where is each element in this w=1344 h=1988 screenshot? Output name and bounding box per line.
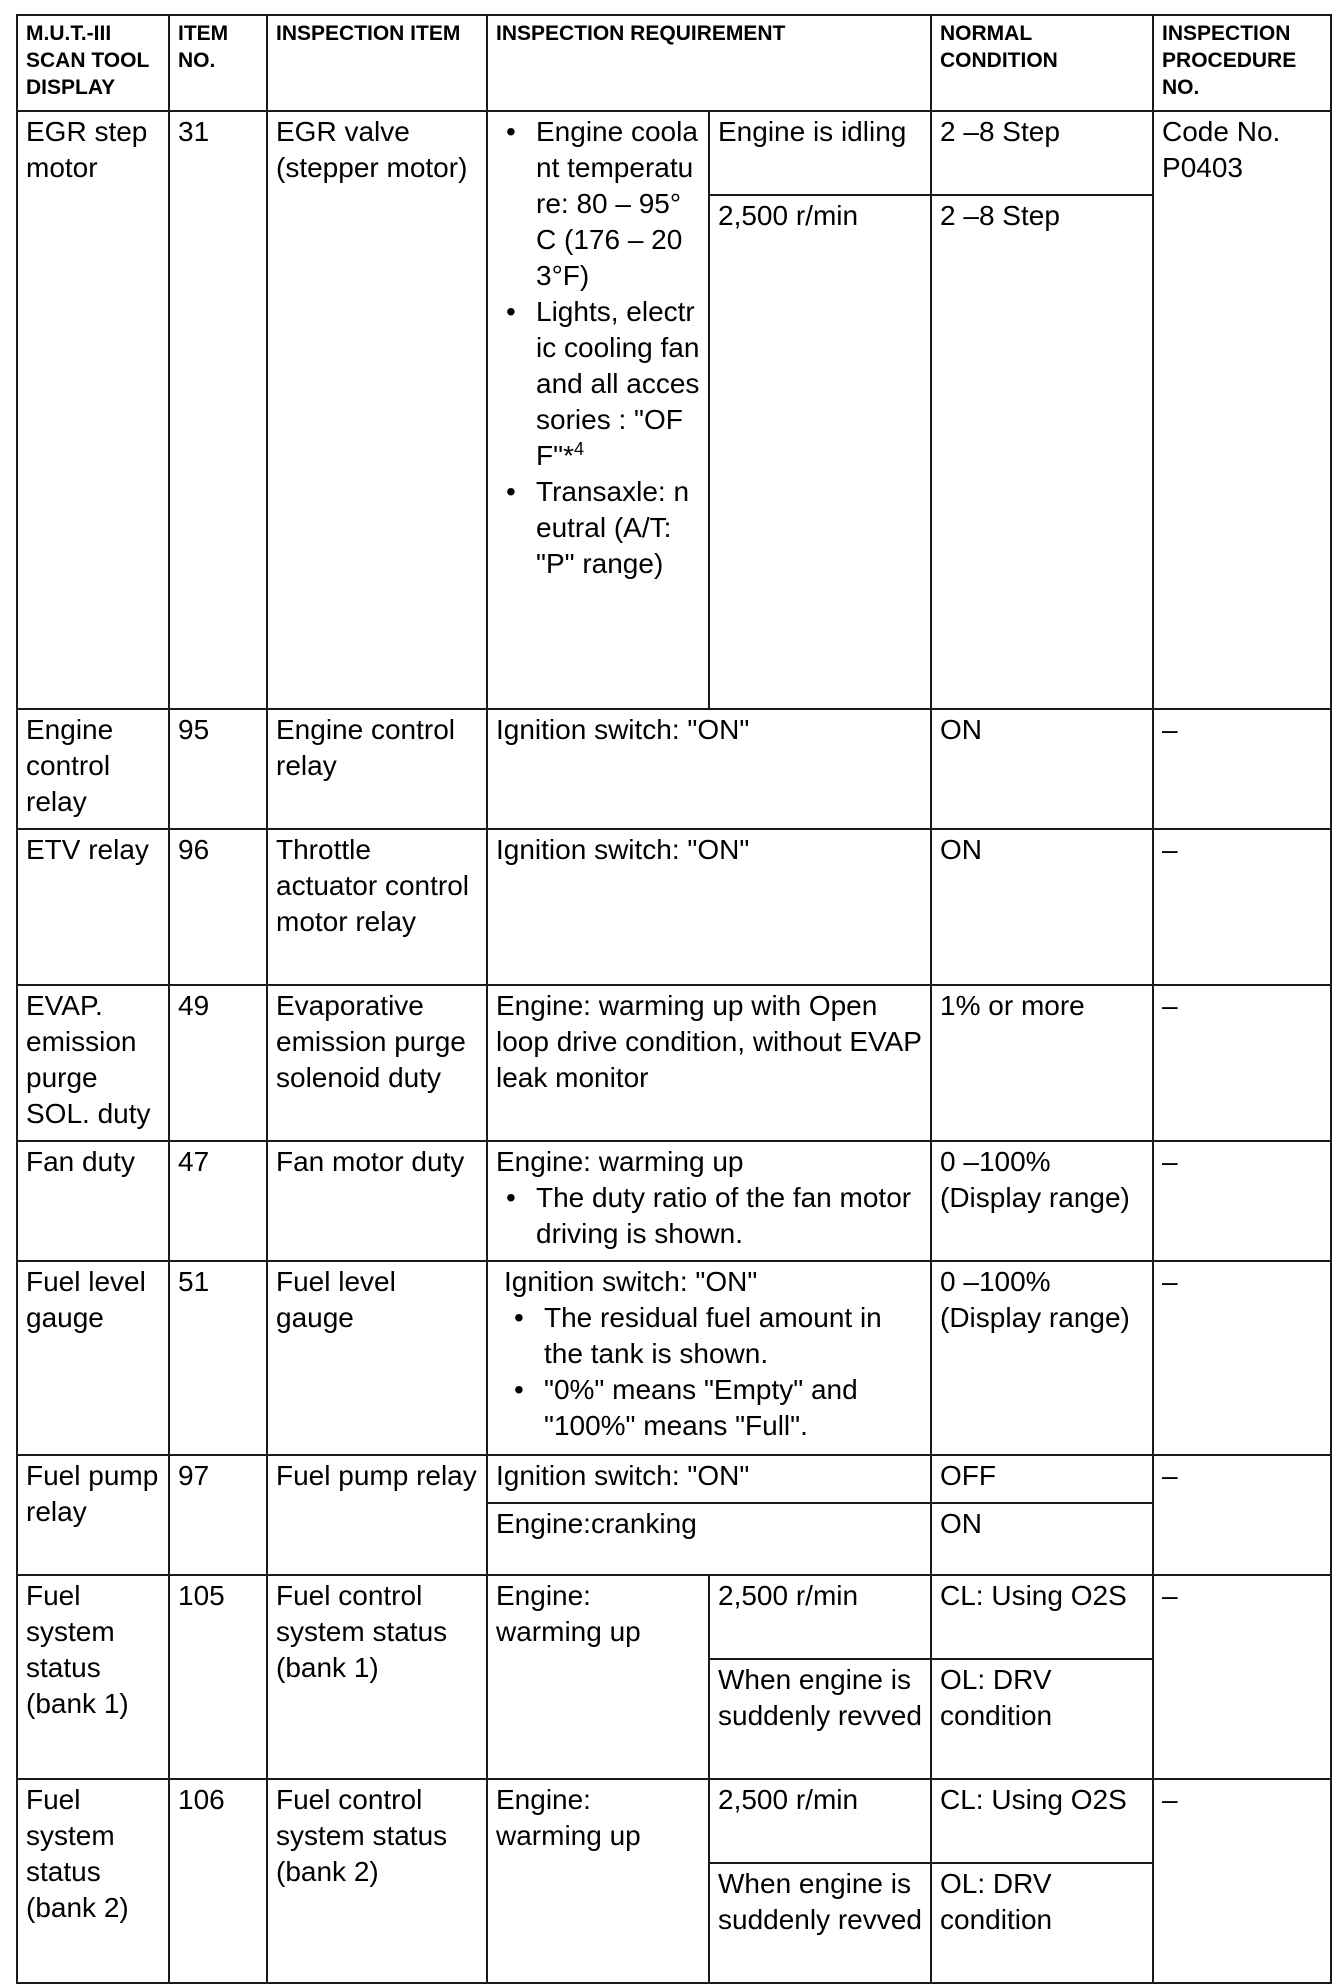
header-inspection-item: INSPECTION ITEM [267,15,487,111]
cell-normal-condition: 0 –100% (Display range) [931,1261,1153,1455]
cell-display: Fuel system status (bank 2) [17,1779,169,1983]
cell-requirement: Engine: warming up with Open loop drive condition, without EVAP leak monitor [487,985,931,1141]
cell-inspection-item: Fuel pump relay [267,1455,487,1575]
cell-item-no: 51 [169,1261,267,1455]
cell-procedure-no: – [1153,1575,1331,1779]
cell-procedure-no: Code No. P0403 [1153,111,1331,709]
table-row-etv-relay [17,829,1331,985]
cell-item-no: 31 [169,111,267,709]
header-row [17,15,1331,111]
cell-normal-condition: ON [931,709,1153,829]
cell-requirement: Ignition switch: "ON" [487,709,931,829]
header-item-no: ITEM NO. [169,15,267,111]
cell-display: EGR step motor [17,111,169,709]
cell-normal-condition: OFF [931,1455,1153,1503]
cell-item-no: 47 [169,1141,267,1261]
requirement-text: Engine: warming up [496,1146,744,1177]
cell-inspection-item: Fuel control system status (bank 2) [267,1779,487,1983]
cell-normal-condition: CL: Using O2S [931,1575,1153,1659]
cell-display: Fuel system status (bank 1) [17,1575,169,1779]
cell-normal-condition: OL: DRV condition [931,1863,1153,1983]
cell-normal-condition: 0 –100% (Display range) [931,1141,1153,1261]
cell-procedure-no: – [1153,1455,1331,1575]
cell-display: Engine control relay [17,709,169,829]
cell-procedure-no: – [1153,829,1331,985]
cell-inspection-item: Throttle actuator control motor relay [267,829,487,985]
cell-requirement: Engine: warming up [487,1575,709,1779]
table-row-fuel-system-status-bank1 [17,1575,1331,1659]
inspection-spec-sheet [16,14,1332,1984]
cell-item-no: 49 [169,985,267,1141]
cell-item-no: 105 [169,1575,267,1779]
cell-item-no: 95 [169,709,267,829]
cell-display: ETV relay [17,829,169,985]
cell-normal-condition: CL: Using O2S [931,1779,1153,1863]
cell-item-no: 96 [169,829,267,985]
cell-condition: 2,500 r/min [709,195,931,709]
list-item-text: Lights, electric cooling fan and all accessories : "OFF"* [536,296,700,471]
cell-condition: Engine is idling [709,111,931,195]
footnote-mark: 4 [573,439,584,459]
cell-normal-condition: ON [931,829,1153,985]
cell-inspection-item: Fan motor duty [267,1141,487,1261]
cell-inspection-item: Engine control relay [267,709,487,829]
cell-inspection-item: Fuel level gauge [267,1261,487,1455]
table-row-fan-duty [17,1141,1331,1261]
cell-normal-condition: 2 –8 Step [931,195,1153,709]
requirement-list [504,1300,922,1444]
cell-display: Fan duty [17,1141,169,1261]
cell-requirement [487,1141,931,1261]
cell-procedure-no: – [1153,1141,1331,1261]
list-item: • The duty ratio of the fan motor driving is shown. [536,1180,922,1252]
cell-display: Fuel level gauge [17,1261,169,1455]
cell-condition: When engine is suddenly revved [709,1659,931,1779]
cell-procedure-no: – [1153,985,1331,1141]
cell-inspection-item: EGR valve (stepper motor) [267,111,487,709]
list-item: • Transaxle: neutral (A/T: "P" range) [536,474,700,582]
table-row-engine-control-relay [17,709,1331,829]
cell-inspection-item: Fuel control system status (bank 1) [267,1575,487,1779]
cell-requirement: Engine:cranking [487,1503,931,1575]
list-item: • The residual fuel amount in the tank is shown. [544,1300,922,1372]
requirement-list [496,114,700,582]
cell-normal-condition: OL: DRV condition [931,1659,1153,1779]
cell-normal-condition: ON [931,1503,1153,1575]
list-item [536,294,700,474]
header-display: M.U.T.-III SCAN TOOL DISPLAY [17,15,169,111]
cell-display: EVAP. emission purge SOL. duty [17,985,169,1141]
header-procedure-no: INSPECTION PROCEDURE NO. [1153,15,1331,111]
cell-item-no: 97 [169,1455,267,1575]
table-row-evap-purge [17,985,1331,1141]
cell-condition: When engine is suddenly revved [709,1863,931,1983]
table-row-fuel-level-gauge [17,1261,1331,1455]
cell-procedure-no: – [1153,709,1331,829]
table-row-fuel-system-status-bank2 [17,1779,1331,1863]
list-item: • "0%" means "Empty" and "100%" means "Full". [544,1372,922,1444]
cell-procedure-no: – [1153,1779,1331,1983]
header-requirement: INSPECTION REQUIREMENT [487,15,931,111]
cell-requirement: Engine: warming up [487,1779,709,1983]
cell-requirement [487,111,709,709]
cell-condition: 2,500 r/min [709,1779,931,1863]
requirement-list [496,1180,922,1252]
requirement-text: Ignition switch: "ON" [504,1266,758,1297]
cell-normal-condition: 1% or more [931,985,1153,1141]
cell-display: Fuel pump relay [17,1455,169,1575]
table-row-fuel-pump-relay [17,1455,1331,1503]
table-row-egr [17,111,1331,195]
cell-procedure-no: – [1153,1261,1331,1455]
inspection-table [16,14,1332,1984]
cell-requirement: Ignition switch: "ON" [487,1455,931,1503]
cell-item-no: 106 [169,1779,267,1983]
list-item: • Engine coolant temperature: 80 – 95°C (176 – 203°F) [536,114,700,294]
cell-condition: 2,500 r/min [709,1575,931,1659]
cell-normal-condition: 2 –8 Step [931,111,1153,195]
cell-requirement [487,1261,931,1455]
cell-requirement: Ignition switch: "ON" [487,829,931,985]
header-normal-condition: NORMAL CONDITION [931,15,1153,111]
cell-inspection-item: Evaporative emission purge solenoid duty [267,985,487,1141]
